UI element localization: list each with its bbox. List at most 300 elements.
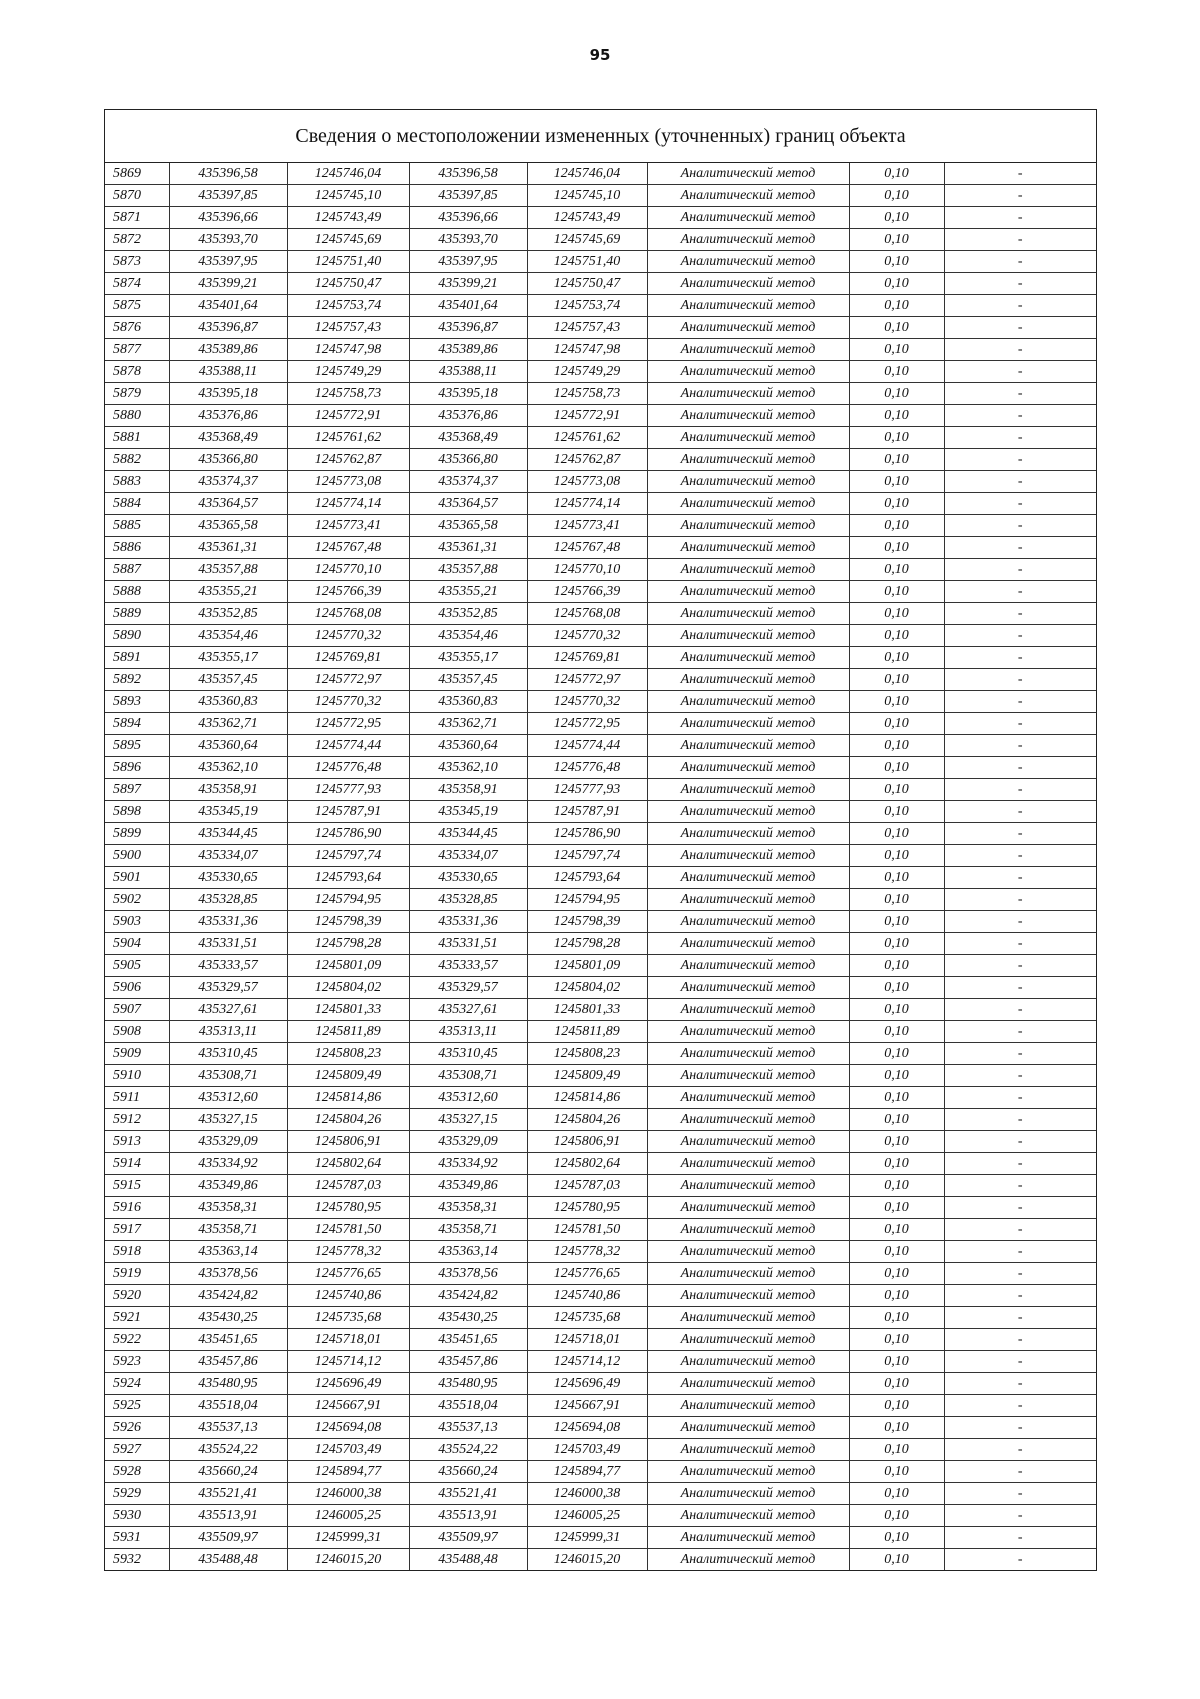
x-existing-cell: 435355,17: [169, 647, 287, 669]
accuracy-cell: 0,10: [849, 735, 944, 757]
y-new-cell: 1245703,49: [527, 1439, 647, 1461]
description-cell: -: [944, 163, 1096, 185]
x-existing-cell: 435399,21: [169, 273, 287, 295]
method-cell: Аналитический метод: [647, 1153, 849, 1175]
point-number-cell: 5911: [105, 1087, 169, 1109]
x-new-cell: 435331,51: [409, 933, 527, 955]
x-new-cell: 435328,85: [409, 889, 527, 911]
accuracy-cell: 0,10: [849, 295, 944, 317]
table-row: [105, 1131, 1096, 1153]
y-existing-cell: 1245798,39: [287, 911, 409, 933]
point-number-cell: 5884: [105, 493, 169, 515]
y-existing-cell: 1245758,73: [287, 383, 409, 405]
x-existing-cell: 435518,04: [169, 1395, 287, 1417]
accuracy-cell: 0,10: [849, 185, 944, 207]
y-existing-cell: 1245762,87: [287, 449, 409, 471]
accuracy-cell: 0,10: [849, 867, 944, 889]
y-new-cell: 1245781,50: [527, 1219, 647, 1241]
x-existing-cell: 435488,48: [169, 1549, 287, 1571]
description-cell: -: [944, 603, 1096, 625]
x-new-cell: 435310,45: [409, 1043, 527, 1065]
accuracy-cell: 0,10: [849, 515, 944, 537]
y-existing-cell: 1245745,10: [287, 185, 409, 207]
table-row: [105, 1175, 1096, 1197]
y-existing-cell: 1245745,69: [287, 229, 409, 251]
method-cell: Аналитический метод: [647, 911, 849, 933]
x-new-cell: 435331,36: [409, 911, 527, 933]
x-existing-cell: 435312,60: [169, 1087, 287, 1109]
x-existing-cell: 435358,31: [169, 1197, 287, 1219]
accuracy-cell: 0,10: [849, 1461, 944, 1483]
y-new-cell: 1245767,48: [527, 537, 647, 559]
table-row: [105, 1153, 1096, 1175]
x-new-cell: 435362,71: [409, 713, 527, 735]
accuracy-cell: 0,10: [849, 1373, 944, 1395]
x-new-cell: 435345,19: [409, 801, 527, 823]
y-new-cell: 1245772,97: [527, 669, 647, 691]
accuracy-cell: 0,10: [849, 1153, 944, 1175]
y-existing-cell: 1245793,64: [287, 867, 409, 889]
point-number-cell: 5901: [105, 867, 169, 889]
method-cell: Аналитический метод: [647, 999, 849, 1021]
method-cell: Аналитический метод: [647, 515, 849, 537]
description-cell: -: [944, 537, 1096, 559]
accuracy-cell: 0,10: [849, 229, 944, 251]
y-existing-cell: 1245768,08: [287, 603, 409, 625]
table-row: [105, 823, 1096, 845]
accuracy-cell: 0,10: [849, 251, 944, 273]
description-cell: -: [944, 229, 1096, 251]
point-number-cell: 5881: [105, 427, 169, 449]
method-cell: Аналитический метод: [647, 845, 849, 867]
boundary-table-frame: [104, 109, 1097, 1571]
x-existing-cell: 435345,19: [169, 801, 287, 823]
description-cell: -: [944, 405, 1096, 427]
method-cell: Аналитический метод: [647, 647, 849, 669]
point-number-cell: 5897: [105, 779, 169, 801]
description-cell: -: [944, 1263, 1096, 1285]
coordinates-table: [105, 163, 1096, 1570]
method-cell: Аналитический метод: [647, 823, 849, 845]
x-new-cell: 435362,10: [409, 757, 527, 779]
method-cell: Аналитический метод: [647, 977, 849, 999]
description-cell: -: [944, 361, 1096, 383]
method-cell: Аналитический метод: [647, 295, 849, 317]
y-new-cell: 1245811,89: [527, 1021, 647, 1043]
page-number: 95: [589, 46, 611, 64]
method-cell: Аналитический метод: [647, 1043, 849, 1065]
x-new-cell: 435393,70: [409, 229, 527, 251]
accuracy-cell: 0,10: [849, 1131, 944, 1153]
x-existing-cell: 435396,66: [169, 207, 287, 229]
point-number-cell: 5890: [105, 625, 169, 647]
y-existing-cell: 1245772,95: [287, 713, 409, 735]
y-new-cell: 1245774,44: [527, 735, 647, 757]
y-new-cell: 1245770,10: [527, 559, 647, 581]
table-row: [105, 625, 1096, 647]
table-row: [105, 1021, 1096, 1043]
x-existing-cell: 435331,36: [169, 911, 287, 933]
accuracy-cell: 0,10: [849, 1021, 944, 1043]
y-new-cell: 1245762,87: [527, 449, 647, 471]
method-cell: Аналитический метод: [647, 1219, 849, 1241]
x-new-cell: 435524,22: [409, 1439, 527, 1461]
x-existing-cell: 435524,22: [169, 1439, 287, 1461]
x-new-cell: 435327,61: [409, 999, 527, 1021]
description-cell: -: [944, 1417, 1096, 1439]
point-number-cell: 5914: [105, 1153, 169, 1175]
y-new-cell: 1245761,62: [527, 427, 647, 449]
x-new-cell: 435355,21: [409, 581, 527, 603]
table-row: [105, 977, 1096, 999]
y-existing-cell: 1245767,48: [287, 537, 409, 559]
description-cell: -: [944, 1241, 1096, 1263]
method-cell: Аналитический метод: [647, 779, 849, 801]
y-new-cell: 1245770,32: [527, 625, 647, 647]
accuracy-cell: 0,10: [849, 1043, 944, 1065]
accuracy-cell: 0,10: [849, 317, 944, 339]
method-cell: Аналитический метод: [647, 581, 849, 603]
accuracy-cell: 0,10: [849, 1417, 944, 1439]
point-number-cell: 5882: [105, 449, 169, 471]
y-new-cell: 1245769,81: [527, 647, 647, 669]
x-existing-cell: 435330,65: [169, 867, 287, 889]
description-cell: -: [944, 779, 1096, 801]
x-existing-cell: 435357,45: [169, 669, 287, 691]
x-existing-cell: 435393,70: [169, 229, 287, 251]
accuracy-cell: 0,10: [849, 1263, 944, 1285]
table-row: [105, 735, 1096, 757]
accuracy-cell: 0,10: [849, 1329, 944, 1351]
method-cell: Аналитический метод: [647, 1307, 849, 1329]
y-existing-cell: 1245999,31: [287, 1527, 409, 1549]
point-number-cell: 5889: [105, 603, 169, 625]
table-row: [105, 207, 1096, 229]
x-new-cell: 435363,14: [409, 1241, 527, 1263]
y-existing-cell: 1245770,10: [287, 559, 409, 581]
point-number-cell: 5870: [105, 185, 169, 207]
point-number-cell: 5887: [105, 559, 169, 581]
description-cell: -: [944, 955, 1096, 977]
x-existing-cell: 435396,58: [169, 163, 287, 185]
accuracy-cell: 0,10: [849, 1285, 944, 1307]
accuracy-cell: 0,10: [849, 537, 944, 559]
x-existing-cell: 435521,41: [169, 1483, 287, 1505]
accuracy-cell: 0,10: [849, 977, 944, 999]
x-existing-cell: 435388,11: [169, 361, 287, 383]
point-number-cell: 5910: [105, 1065, 169, 1087]
x-new-cell: 435329,57: [409, 977, 527, 999]
point-number-cell: 5898: [105, 801, 169, 823]
x-new-cell: 435396,66: [409, 207, 527, 229]
table-title: Сведения о местоположении измененных (уточненных) границ объекта: [105, 110, 1096, 163]
method-cell: Аналитический метод: [647, 1065, 849, 1087]
x-existing-cell: 435509,97: [169, 1527, 287, 1549]
x-existing-cell: 435327,61: [169, 999, 287, 1021]
y-existing-cell: 1246000,38: [287, 1483, 409, 1505]
method-cell: Аналитический метод: [647, 427, 849, 449]
x-existing-cell: 435451,65: [169, 1329, 287, 1351]
accuracy-cell: 0,10: [849, 427, 944, 449]
x-existing-cell: 435368,49: [169, 427, 287, 449]
method-cell: Аналитический метод: [647, 801, 849, 823]
method-cell: Аналитический метод: [647, 251, 849, 273]
y-existing-cell: 1245772,91: [287, 405, 409, 427]
description-cell: -: [944, 273, 1096, 295]
method-cell: Аналитический метод: [647, 317, 849, 339]
point-number-cell: 5929: [105, 1483, 169, 1505]
y-existing-cell: 1245801,33: [287, 999, 409, 1021]
point-number-cell: 5893: [105, 691, 169, 713]
description-cell: -: [944, 1307, 1096, 1329]
x-new-cell: 435364,57: [409, 493, 527, 515]
y-new-cell: 1245776,65: [527, 1263, 647, 1285]
description-cell: -: [944, 713, 1096, 735]
y-new-cell: 1245793,64: [527, 867, 647, 889]
x-new-cell: 435513,91: [409, 1505, 527, 1527]
y-existing-cell: 1246005,25: [287, 1505, 409, 1527]
table-row: [105, 801, 1096, 823]
point-number-cell: 5903: [105, 911, 169, 933]
method-cell: Аналитический метод: [647, 163, 849, 185]
point-number-cell: 5871: [105, 207, 169, 229]
method-cell: Аналитический метод: [647, 207, 849, 229]
description-cell: -: [944, 801, 1096, 823]
point-number-cell: 5931: [105, 1527, 169, 1549]
accuracy-cell: 0,10: [849, 801, 944, 823]
description-cell: -: [944, 1109, 1096, 1131]
point-number-cell: 5921: [105, 1307, 169, 1329]
y-new-cell: 1245773,41: [527, 515, 647, 537]
x-existing-cell: 435364,57: [169, 493, 287, 515]
x-new-cell: 435374,37: [409, 471, 527, 493]
y-new-cell: 1245747,98: [527, 339, 647, 361]
table-row: [105, 933, 1096, 955]
x-new-cell: 435344,45: [409, 823, 527, 845]
x-new-cell: 435521,41: [409, 1483, 527, 1505]
method-cell: Аналитический метод: [647, 1461, 849, 1483]
method-cell: Аналитический метод: [647, 1505, 849, 1527]
description-cell: -: [944, 1329, 1096, 1351]
y-existing-cell: 1246015,20: [287, 1549, 409, 1571]
description-cell: -: [944, 493, 1096, 515]
description-cell: -: [944, 1549, 1096, 1571]
y-new-cell: 1245696,49: [527, 1373, 647, 1395]
y-existing-cell: 1245804,26: [287, 1109, 409, 1131]
method-cell: Аналитический метод: [647, 1373, 849, 1395]
y-new-cell: 1245802,64: [527, 1153, 647, 1175]
x-new-cell: 435365,58: [409, 515, 527, 537]
accuracy-cell: 0,10: [849, 603, 944, 625]
accuracy-cell: 0,10: [849, 691, 944, 713]
table-row: [105, 339, 1096, 361]
y-existing-cell: 1245696,49: [287, 1373, 409, 1395]
y-existing-cell: 1245786,90: [287, 823, 409, 845]
method-cell: Аналитический метод: [647, 493, 849, 515]
accuracy-cell: 0,10: [849, 933, 944, 955]
table-row: [105, 295, 1096, 317]
description-cell: -: [944, 1175, 1096, 1197]
y-new-cell: 1245667,91: [527, 1395, 647, 1417]
y-existing-cell: 1245769,81: [287, 647, 409, 669]
y-new-cell: 1245766,39: [527, 581, 647, 603]
accuracy-cell: 0,10: [849, 1483, 944, 1505]
y-new-cell: 1245814,86: [527, 1087, 647, 1109]
accuracy-cell: 0,10: [849, 383, 944, 405]
description-cell: -: [944, 515, 1096, 537]
table-row: [105, 163, 1096, 185]
description-cell: -: [944, 1153, 1096, 1175]
x-existing-cell: 435457,86: [169, 1351, 287, 1373]
accuracy-cell: 0,10: [849, 713, 944, 735]
x-new-cell: 435430,25: [409, 1307, 527, 1329]
y-new-cell: 1245718,01: [527, 1329, 647, 1351]
accuracy-cell: 0,10: [849, 471, 944, 493]
y-existing-cell: 1245747,98: [287, 339, 409, 361]
method-cell: Аналитический метод: [647, 559, 849, 581]
method-cell: Аналитический метод: [647, 669, 849, 691]
table-row: [105, 185, 1096, 207]
point-number-cell: 5916: [105, 1197, 169, 1219]
y-existing-cell: 1245740,86: [287, 1285, 409, 1307]
table-row: [105, 691, 1096, 713]
point-number-cell: 5875: [105, 295, 169, 317]
table-row: [105, 1373, 1096, 1395]
description-cell: -: [944, 1439, 1096, 1461]
y-existing-cell: 1245806,91: [287, 1131, 409, 1153]
point-number-cell: 5876: [105, 317, 169, 339]
x-existing-cell: 435378,56: [169, 1263, 287, 1285]
x-new-cell: 435397,85: [409, 185, 527, 207]
x-existing-cell: 435480,95: [169, 1373, 287, 1395]
description-cell: -: [944, 295, 1096, 317]
y-existing-cell: 1245770,32: [287, 691, 409, 713]
y-new-cell: 1245798,28: [527, 933, 647, 955]
x-existing-cell: 435389,86: [169, 339, 287, 361]
x-existing-cell: 435334,07: [169, 845, 287, 867]
accuracy-cell: 0,10: [849, 1109, 944, 1131]
y-existing-cell: 1245778,32: [287, 1241, 409, 1263]
accuracy-cell: 0,10: [849, 1351, 944, 1373]
x-new-cell: 435518,04: [409, 1395, 527, 1417]
x-new-cell: 435334,07: [409, 845, 527, 867]
table-row: [105, 427, 1096, 449]
point-number-cell: 5886: [105, 537, 169, 559]
accuracy-cell: 0,10: [849, 1197, 944, 1219]
method-cell: Аналитический метод: [647, 867, 849, 889]
table-row: [105, 603, 1096, 625]
y-existing-cell: 1245718,01: [287, 1329, 409, 1351]
x-existing-cell: 435357,88: [169, 559, 287, 581]
y-new-cell: 1245768,08: [527, 603, 647, 625]
point-number-cell: 5917: [105, 1219, 169, 1241]
y-new-cell: 1245745,10: [527, 185, 647, 207]
x-existing-cell: 435329,57: [169, 977, 287, 999]
y-existing-cell: 1245667,91: [287, 1395, 409, 1417]
table-row: [105, 515, 1096, 537]
x-existing-cell: 435430,25: [169, 1307, 287, 1329]
table-row: [105, 779, 1096, 801]
accuracy-cell: 0,10: [849, 405, 944, 427]
y-existing-cell: 1245787,91: [287, 801, 409, 823]
accuracy-cell: 0,10: [849, 669, 944, 691]
x-new-cell: 435396,87: [409, 317, 527, 339]
x-existing-cell: 435310,45: [169, 1043, 287, 1065]
table-row: [105, 713, 1096, 735]
description-cell: -: [944, 1043, 1096, 1065]
table-row: [105, 647, 1096, 669]
table-row: [105, 1065, 1096, 1087]
description-cell: -: [944, 339, 1096, 361]
point-number-cell: 5909: [105, 1043, 169, 1065]
method-cell: Аналитический метод: [647, 735, 849, 757]
point-number-cell: 5922: [105, 1329, 169, 1351]
accuracy-cell: 0,10: [849, 273, 944, 295]
description-cell: -: [944, 1373, 1096, 1395]
y-existing-cell: 1245776,48: [287, 757, 409, 779]
x-new-cell: 435360,64: [409, 735, 527, 757]
point-number-cell: 5930: [105, 1505, 169, 1527]
point-number-cell: 5918: [105, 1241, 169, 1263]
x-existing-cell: 435397,85: [169, 185, 287, 207]
y-existing-cell: 1245735,68: [287, 1307, 409, 1329]
accuracy-cell: 0,10: [849, 647, 944, 669]
y-existing-cell: 1245766,39: [287, 581, 409, 603]
y-new-cell: 1245794,95: [527, 889, 647, 911]
y-existing-cell: 1245787,03: [287, 1175, 409, 1197]
y-new-cell: 1245777,93: [527, 779, 647, 801]
x-new-cell: 435396,58: [409, 163, 527, 185]
x-new-cell: 435312,60: [409, 1087, 527, 1109]
description-cell: -: [944, 581, 1096, 603]
x-existing-cell: 435660,24: [169, 1461, 287, 1483]
y-new-cell: 1245801,33: [527, 999, 647, 1021]
x-existing-cell: 435349,86: [169, 1175, 287, 1197]
table-row: [105, 1505, 1096, 1527]
accuracy-cell: 0,10: [849, 1527, 944, 1549]
x-new-cell: 435366,80: [409, 449, 527, 471]
table-row: [105, 1549, 1096, 1571]
y-new-cell: 1245751,40: [527, 251, 647, 273]
description-cell: -: [944, 845, 1096, 867]
point-number-cell: 5913: [105, 1131, 169, 1153]
y-new-cell: 1245808,23: [527, 1043, 647, 1065]
y-existing-cell: 1245772,97: [287, 669, 409, 691]
table-row: [105, 383, 1096, 405]
y-new-cell: 1245740,86: [527, 1285, 647, 1307]
accuracy-cell: 0,10: [849, 449, 944, 471]
x-existing-cell: 435331,51: [169, 933, 287, 955]
x-new-cell: 435329,09: [409, 1131, 527, 1153]
y-existing-cell: 1245797,74: [287, 845, 409, 867]
method-cell: Аналитический метод: [647, 955, 849, 977]
x-existing-cell: 435365,58: [169, 515, 287, 537]
description-cell: -: [944, 449, 1096, 471]
x-new-cell: 435357,45: [409, 669, 527, 691]
table-row: [105, 229, 1096, 251]
method-cell: Аналитический метод: [647, 1021, 849, 1043]
table-row: [105, 581, 1096, 603]
method-cell: Аналитический метод: [647, 757, 849, 779]
x-new-cell: 435368,49: [409, 427, 527, 449]
accuracy-cell: 0,10: [849, 757, 944, 779]
y-new-cell: 1245772,91: [527, 405, 647, 427]
method-cell: Аналитический метод: [647, 625, 849, 647]
y-new-cell: 1245774,14: [527, 493, 647, 515]
method-cell: Аналитический метод: [647, 1395, 849, 1417]
x-existing-cell: 435361,31: [169, 537, 287, 559]
y-existing-cell: 1245781,50: [287, 1219, 409, 1241]
